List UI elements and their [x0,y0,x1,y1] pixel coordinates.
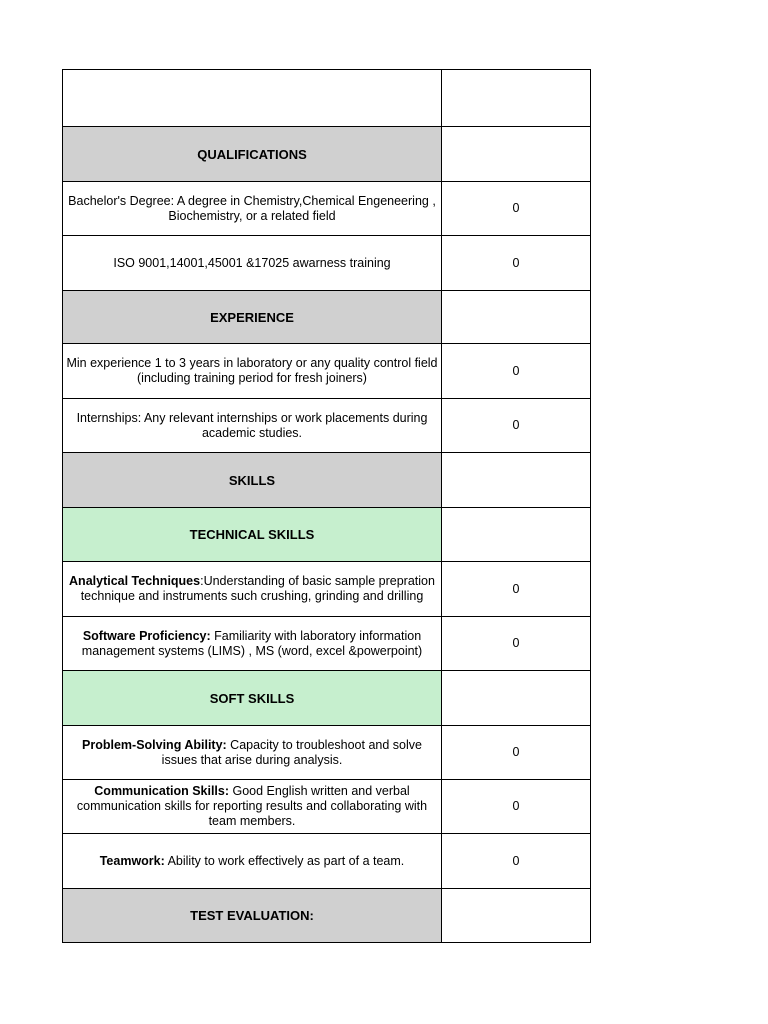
row-score: 0 [442,236,591,291]
row-label [63,834,442,889]
row-label: Bachelor's Degree: A degree in Chemistry,Chemical Engeneering , Biochemistry, or a related field [63,182,442,236]
skill-name: Analytical Techniques [69,574,201,588]
row-score: 0 [442,399,591,453]
section-title: SKILLS [63,453,442,508]
table-row [63,182,591,236]
table-row [63,834,591,889]
section-header-experience [63,291,591,344]
section-title: QUALIFICATIONS [63,127,442,182]
row-score [442,453,591,508]
skill-description: Good English written and verbal communication skills for reporting results and collaborating with team members. [76,784,428,828]
evaluation-table [62,69,591,943]
subsection-header-technical-skills [63,508,591,562]
row-label [63,617,442,671]
table-row [63,726,591,780]
section-header-test-evaluation [63,889,591,943]
row-label: ISO 9001,14001,45001 &17025 awarness training [63,236,442,291]
row-score: 0 [442,562,591,617]
skill-description: Ability to work effectively as part of a team. [164,853,405,868]
subsection-header-soft-skills [63,671,591,726]
subsection-title: SOFT SKILLS [63,671,442,726]
row-label [63,562,442,617]
row-score: 0 [442,726,591,780]
table-row [63,399,591,453]
section-header-qualifications [63,127,591,182]
skill-name: Communication Skills: [94,784,230,798]
table-row [63,562,591,617]
table-row [63,236,591,291]
skill-description: :Understanding of basic sample prepration technique and instruments such crushing, grinding and drilling [80,574,435,603]
row-score: 0 [442,834,591,889]
row-score [442,889,591,943]
row-score: 0 [442,617,591,671]
row-score [442,671,591,726]
subsection-title: TECHNICAL SKILLS [63,508,442,562]
table-row-blank [63,70,591,127]
skill-description: Familiarity with laboratory information management systems (LIMS) , MS (word, excel &powerpoint) [81,628,423,658]
section-title: TEST EVALUATION: [63,889,442,943]
table-row [63,780,591,834]
row-score [442,127,591,182]
section-header-skills [63,453,591,508]
row-label [63,726,442,780]
row-score: 0 [442,182,591,236]
row-score: 0 [442,780,591,834]
table-row [63,617,591,671]
table-row [63,344,591,399]
row-score: 0 [442,344,591,399]
row-score [442,70,591,127]
row-score [442,508,591,562]
skill-name: Teamwork: [99,853,165,868]
skill-name: Software Proficiency: [82,628,211,643]
skill-name: Problem-Solving Ability: [82,737,227,752]
section-title: EXPERIENCE [63,291,442,344]
row-label [63,780,442,834]
row-label [63,70,442,127]
row-score [442,291,591,344]
skill-description: Capacity to troubleshoot and solve issues that arise during analysis. [161,737,422,767]
row-label: Min experience 1 to 3 years in laboratory or any quality control field (including training period for fresh joiners) [63,344,442,399]
row-label: Internships: Any relevant internships or work placements during academic studies. [63,399,442,453]
